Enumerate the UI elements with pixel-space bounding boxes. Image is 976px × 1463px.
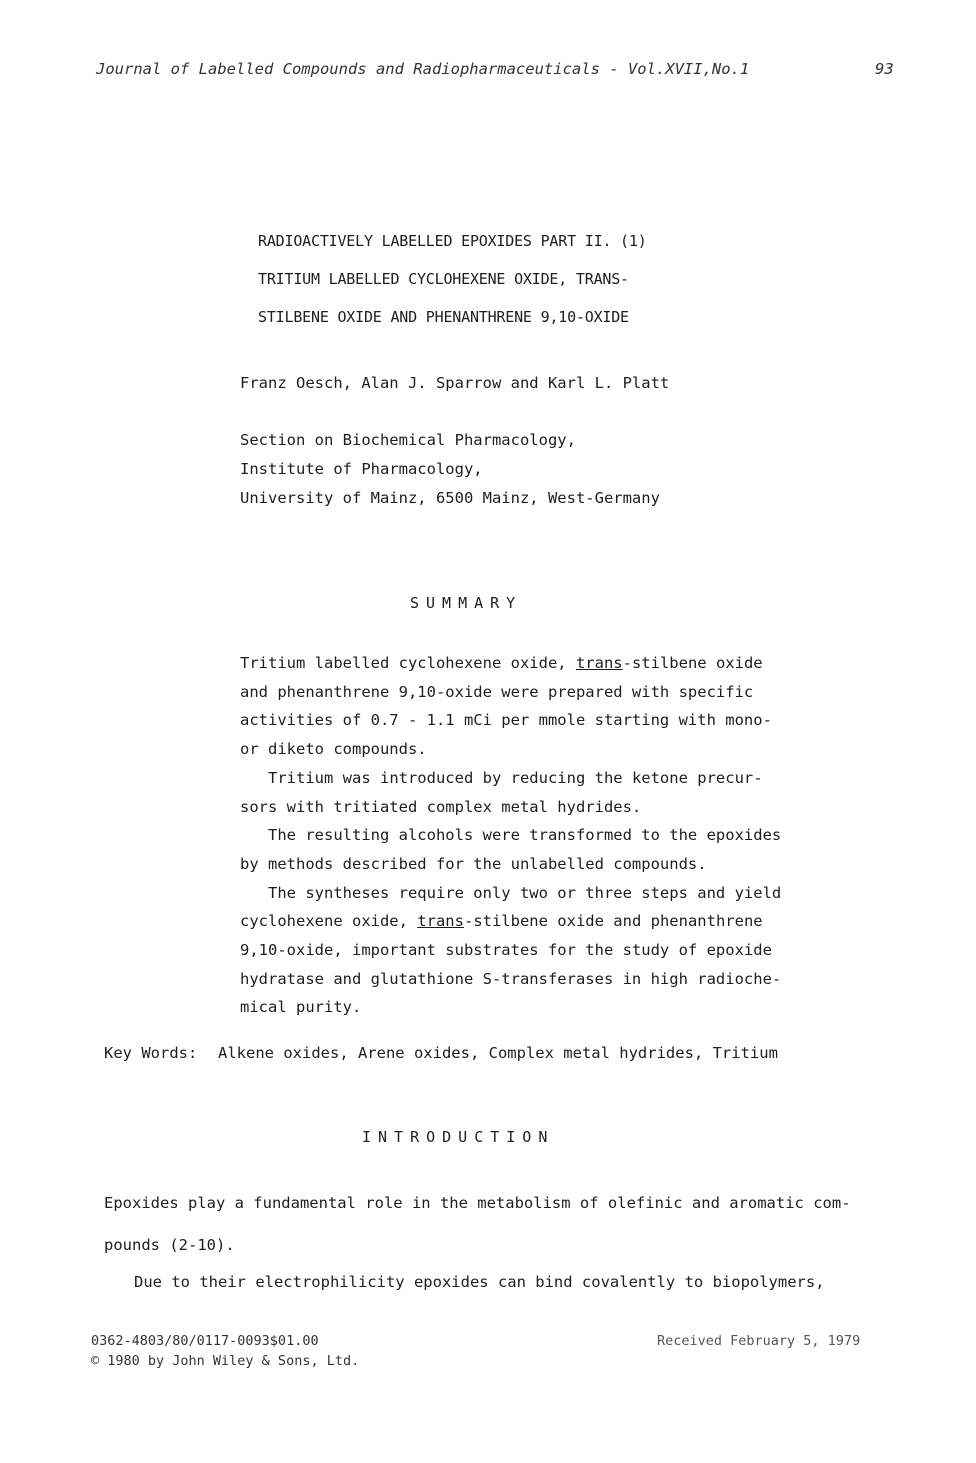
authors: Franz Oesch, Alan J. Sparrow and Karl L. Platt: [240, 374, 670, 392]
summary-line: activities of 0.7 - 1.1 mCi per mmole starting with mono-: [240, 711, 772, 730]
italic-trans: trans: [575, 654, 623, 672]
received-date: Received February 5, 1979: [657, 1333, 861, 1349]
affiliation-line-1: Section on Biochemical Pharmacology,: [240, 431, 576, 449]
introduction-heading: INTRODUCTION: [362, 1128, 555, 1146]
summary-line: hydratase and glutathione S-transferases in high radioche-: [240, 969, 782, 988]
summary-line: and phenanthrene 9,10-oxide were prepared with specific: [240, 682, 754, 701]
intro-line-3: Due to their electrophilicity epoxides can bind covalently to biopolymers,: [134, 1273, 825, 1291]
title-line-1: RADIOACTIVELY LABELLED EPOXIDES PART II. (1): [258, 232, 647, 250]
keywords-text: Alkene oxides, Arene oxides, Complex metal hydrides, Tritium: [218, 1044, 778, 1062]
summary-line: Tritium was introduced by reducing the ketone precur-: [268, 768, 763, 787]
summary-line: The syntheses require only two or three steps and yield: [268, 883, 782, 902]
intro-line-1: Epoxides play a fundamental role in the metabolism of olefinic and aromatic com-: [104, 1194, 851, 1212]
title-line-3: STILBENE OXIDE AND PHENANTHRENE 9,10-OXIDE: [258, 308, 629, 326]
summary-line: mical purity.: [240, 998, 362, 1017]
copyright: © 1980 by John Wiley & Sons, Ltd.: [91, 1353, 360, 1369]
summary-heading: SUMMARY: [410, 594, 523, 612]
summary-line: sors with tritiated complex metal hydrides.: [240, 797, 642, 816]
summary-line: 9,10-oxide, important substrates for the study of epoxide: [240, 941, 772, 960]
summary-line: by methods described for the unlabelled compounds.: [240, 854, 707, 873]
article-code: 0362-4803/80/0117-0093$01.00: [91, 1333, 319, 1349]
affiliation-line-2: Institute of Pharmacology,: [240, 460, 483, 478]
summary-body: [240, 649, 800, 1022]
title-line-2: TRITIUM LABELLED CYCLOHEXENE OXIDE, TRANS-: [258, 270, 629, 288]
summary-line: cyclohexene oxide, trans-stilbene oxide and phenanthrene: [240, 912, 763, 931]
intro-line-2: pounds (2-10).: [104, 1236, 235, 1254]
summary-line: Tritium labelled cyclohexene oxide, trans-stilbene oxide: [240, 654, 763, 672]
page-number: 93: [875, 60, 894, 78]
summary-line: or diketo compounds.: [240, 740, 427, 759]
italic-trans: trans: [417, 912, 464, 931]
affiliation-line-3: University of Mainz, 6500 Mainz, West-Germany: [240, 489, 660, 507]
keywords-label: Key Words:: [104, 1044, 198, 1062]
summary-line: The resulting alcohols were transformed to the epoxides: [268, 826, 782, 845]
running-head: Journal of Labelled Compounds and Radiopharmaceuticals - Vol.XVII,No.1: [96, 60, 750, 78]
